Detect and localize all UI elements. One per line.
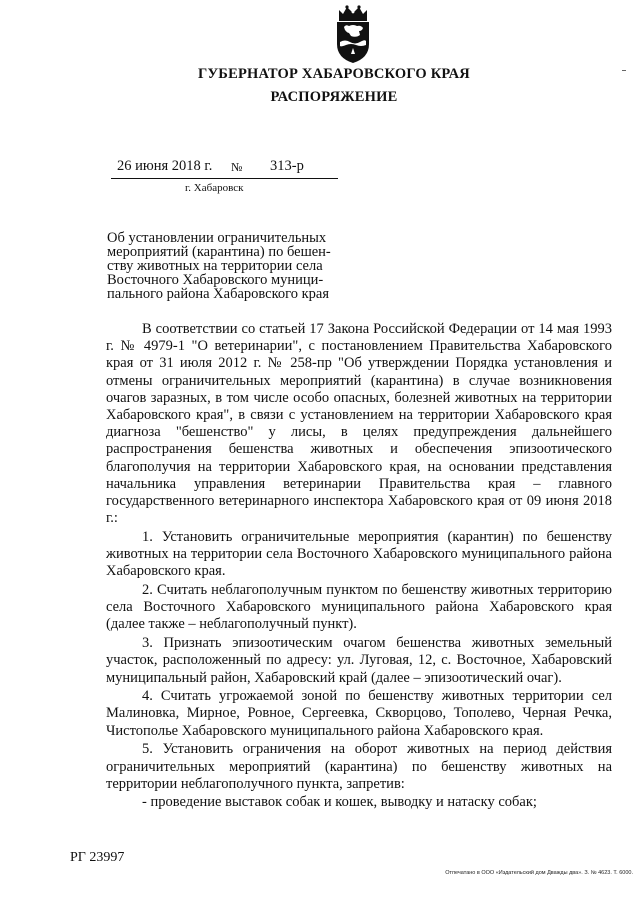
document-type-title: РАСПОРЯЖЕНИЕ <box>270 89 398 105</box>
clause-paragraph: 3. Признать эпизоотическим очагом бешенства животных земельный участок, расположенный по адресу: ул. Луговая, 12, с. Восточное, Хабаровский муниципальный район, Хабаровский край (далее – эпизоотический очаг). <box>106 635 612 686</box>
subject-line: Восточного Хабаровского муници- <box>107 272 324 288</box>
printer-imprint: Отпечатано в ООО «Издательский дом Дважды два». З. № 4623. Т. 6000. <box>445 870 633 876</box>
clause-paragraph: 5. Установить ограничения на оборот животных на период действия ограничительных мероприятий (карантина) по бешенству животных на территории неблагополучного пункта, запретив: <box>106 741 612 792</box>
number-sign: № <box>231 160 243 174</box>
subject-line: пального района Хабаровского края <box>107 286 329 302</box>
subject-line: ству животных на территории села <box>107 258 323 274</box>
clause-paragraph: 2. Считать неблагополучным пунктом по бешенству животных территорию села Восточного Хабаровского муниципального района Хабаровского края (далее также – неблагополучный пункт). <box>106 582 612 633</box>
date-underline <box>111 178 338 179</box>
document-subject <box>107 231 347 301</box>
document-date: 26 июня 2018 г. <box>117 158 213 174</box>
document-number: 313-р <box>270 158 304 174</box>
clause-paragraph: 1. Установить ограничительные мероприятия (карантин) по бешенству животных на территории села Восточного Хабаровского муниципального района Хабаровского края. <box>106 528 612 580</box>
registry-code: РГ 23997 <box>70 850 125 865</box>
clause-paragraph: 4. Считать угрожаемой зоной по бешенству животных территории сел Малиновка, Мирное, Ровное, Сергеевка, Скворцово, Тополево, Черная Речка, Чистополье Хабаровского муниципального района Хабаровского края. <box>106 688 612 739</box>
document-city: г. Хабаровск <box>185 182 244 194</box>
clause-subitem: - проведение выставок собак и кошек, выводку и натаску собак; <box>142 794 537 811</box>
preamble-paragraph: В соответствии со статьей 17 Закона Российской Федерации от 14 мая 1993 г. № 4979-1 "О ветеринарии", с постановлением Правительства Хабаровского края от 31 июля 2012 г. № 258-пр "Об утверждении Порядка установления и отмены ограничительных мероприятий (карантина) в случае возникновения очагов заразных, в том числе особо опасных, болезней животных на территории Хабаровского края", в связи с установлением на территории Хабаровского края диагноза "бешенство" у лисы, в целях предупреждения дальнейшего распространения бешенства животных и обеспечения эпизоотического благополучия на территории Хабаровского края, на основании представления начальника управления ветеринарии Правительства края – главного государственного ветеринарного инспектора Хабаровского края от 09 июня 2018 г.: <box>106 321 612 527</box>
subject-line: Об установлении ограничительных <box>107 230 327 246</box>
document-body <box>106 321 612 813</box>
coat-of-arms-icon <box>331 4 375 64</box>
governor-title: ГУБЕРНАТОР ХАБАРОВСКОГО КРАЯ <box>198 66 470 82</box>
subject-line: мероприятий (карантина) по бешен- <box>107 244 331 260</box>
